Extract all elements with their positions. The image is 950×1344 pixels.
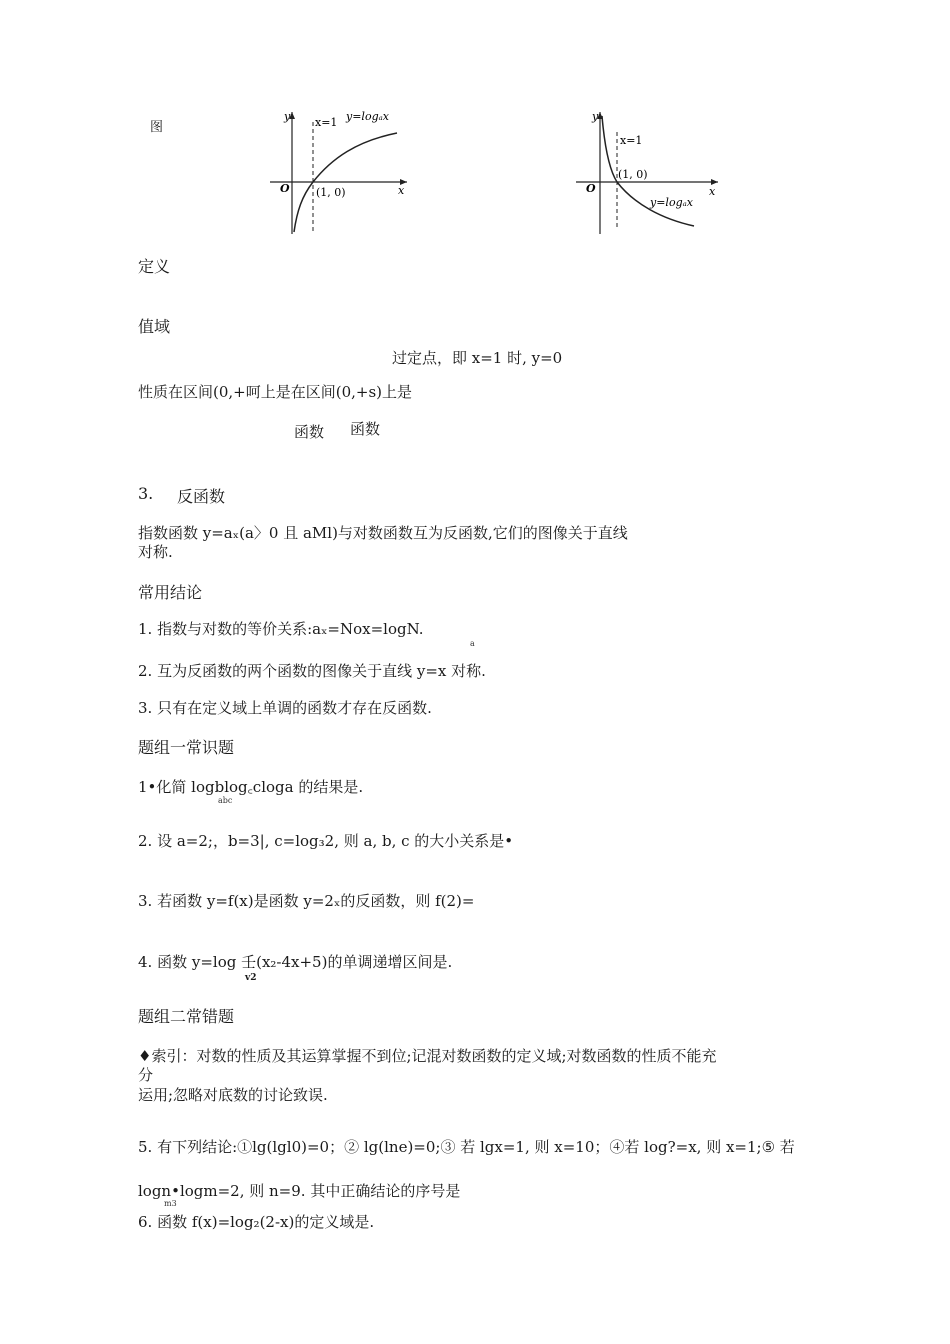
group1-question-1-subscript: abc bbox=[218, 796, 233, 805]
figure-label: 图 bbox=[150, 120, 164, 135]
y-axis-label: y bbox=[284, 110, 291, 123]
row-func-increasing: 函数 bbox=[294, 423, 325, 441]
group2-question-5: 5. 有下列结论:①lg(lgl0)=0；② lg(lne)=0;③ 若 lgx=1, 则 x=10；④若 log?=x, 则 x=1;⑤ 若 bbox=[138, 1138, 795, 1156]
group2-question-6: 6. 函数 f(x)=log₂(2-x)的定义域是. bbox=[138, 1213, 375, 1231]
group2-question-5-subscript: m3 bbox=[164, 1199, 177, 1208]
group1-question-1: 1•化简 logblog꜀cloga 的结果是. bbox=[138, 778, 364, 796]
point-label: (1, 0) bbox=[316, 186, 346, 199]
group1-question-2: 2. 设 a=2;，b=3|, c=log₃2, 则 a, b, c 的大小关系是• bbox=[138, 832, 514, 850]
curve-label: y=logₐx bbox=[650, 196, 693, 209]
graph-log-increasing bbox=[262, 106, 412, 236]
group2-title: 题组二常错题 bbox=[138, 1007, 235, 1026]
graph-log-decreasing bbox=[572, 106, 722, 236]
group1-question-3: 3. 若函数 y=f(x)是函数 y=2ₓ的反函数，则 f(2)= bbox=[138, 892, 475, 910]
point-label: (1, 0) bbox=[618, 168, 648, 181]
group2-note-line2: 分 bbox=[138, 1066, 154, 1084]
section3-heading: 反函数 bbox=[177, 487, 226, 506]
origin-label: O bbox=[280, 182, 290, 195]
log-curve bbox=[602, 116, 694, 226]
row-property: 性质在区间(0,+呵上是在区间(0,+s)上是 bbox=[138, 383, 413, 401]
group1-question-4: 4. 函数 y=log 壬(x₂-4x+5)的单调递增区间是. bbox=[138, 953, 453, 971]
vline-label: x=1 bbox=[620, 134, 643, 147]
conclusions-title: 常用结论 bbox=[138, 583, 203, 602]
conclusion-item-3: 3. 只有在定义域上单调的函数才存在反函数. bbox=[138, 699, 432, 717]
x-axis-label: x bbox=[709, 185, 716, 198]
section3-line1: 指数函数 y=aₓ(a〉0 且 aMl)与对数函数互为反函数,它们的图像关于直线 bbox=[138, 524, 628, 542]
section3-number: 3. bbox=[138, 484, 154, 503]
group2-note-line3: 运用;忽略对底数的讨论致误. bbox=[138, 1086, 328, 1104]
group1-question-4-subscript: v2 bbox=[245, 973, 257, 983]
conclusion-item-1-subscript: a bbox=[470, 639, 475, 648]
row-func-decreasing: 函数 bbox=[350, 420, 381, 438]
group2-question-5-continued: logn•logm=2, 则 n=9. 其中正确结论的序号是 bbox=[138, 1182, 461, 1200]
y-axis-label: y bbox=[592, 110, 599, 123]
x-axis-label: x bbox=[398, 184, 405, 197]
group1-title: 题组一常识题 bbox=[138, 738, 235, 757]
group2-note-line1: ♦索引：对数的性质及其运算掌握不到位;记混对数函数的定义域;对数函数的性质不能充 bbox=[138, 1047, 717, 1065]
section3-line2: 对称. bbox=[138, 543, 173, 561]
conclusion-item-2: 2. 互为反函数的两个函数的图像关于直线 y=x 对称. bbox=[138, 662, 486, 680]
row-range: 值域 bbox=[138, 317, 171, 336]
row-fixed-point: 过定点，即 x=1 时, y=0 bbox=[392, 349, 563, 367]
conclusion-item-1: 1. 指数与对数的等价关系:aₓ=Nox=logN. bbox=[138, 620, 424, 638]
origin-label: O bbox=[586, 182, 596, 195]
vline-label: x=1 bbox=[315, 116, 338, 129]
row-definition: 定义 bbox=[138, 257, 171, 276]
curve-label: y=logₐx bbox=[346, 110, 389, 123]
